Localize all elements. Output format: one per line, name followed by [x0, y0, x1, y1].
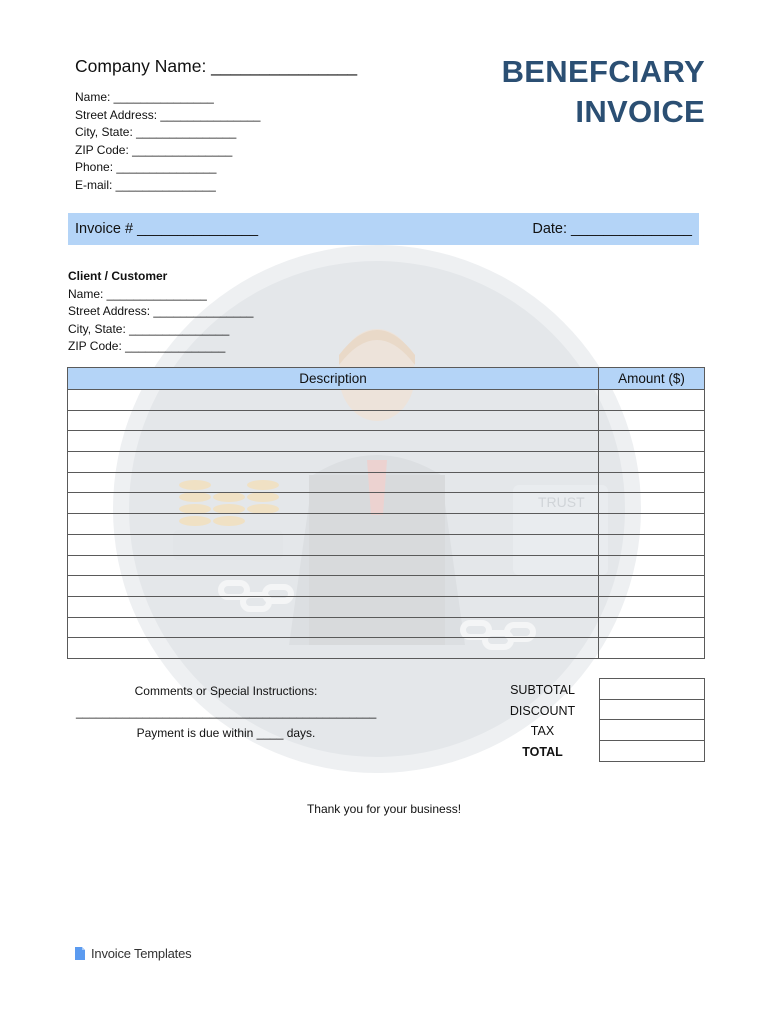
table-row: [68, 534, 705, 555]
comments-line: _____________________________________________: [76, 705, 377, 719]
title-line-1: BENEFCIARY: [501, 54, 705, 89]
amount-cell[interactable]: [599, 431, 705, 452]
description-cell[interactable]: [68, 638, 599, 659]
table-row: [68, 514, 705, 535]
title-line-2: INVOICE: [575, 94, 705, 129]
table-row: [68, 493, 705, 514]
thank-you-note: Thank you for your business!: [306, 802, 462, 816]
amount-cell[interactable]: [599, 472, 705, 493]
table-row: [68, 431, 705, 452]
description-cell[interactable]: [68, 493, 599, 514]
table-row: [68, 576, 705, 597]
client-city-state: City, State: _______________: [68, 321, 230, 336]
sender-zip: ZIP Code: _______________: [75, 142, 233, 157]
amount-cell[interactable]: [599, 493, 705, 514]
client-name: Name: _______________: [68, 286, 207, 301]
comments-section: [76, 681, 376, 744]
description-cell[interactable]: [68, 410, 599, 431]
table-row: [68, 410, 705, 431]
table-row: [68, 617, 705, 638]
amount-cell[interactable]: [599, 534, 705, 555]
description-header: Description: [68, 368, 599, 390]
amount-cell[interactable]: [599, 638, 705, 659]
sender-email: E-mail: _______________: [75, 177, 216, 192]
tax-label: TAX: [530, 724, 555, 739]
watermark-text: TRUST: [538, 494, 585, 510]
discount-value-cell[interactable]: [600, 699, 705, 720]
comments-title: Comments or Special Instructions:: [134, 684, 318, 698]
payment-terms: Payment is due within ____ days.: [136, 726, 316, 740]
total-value-cell[interactable]: [600, 741, 705, 762]
client-zip: ZIP Code: _______________: [68, 339, 226, 354]
table-row: [68, 555, 705, 576]
description-cell[interactable]: [68, 431, 599, 452]
amount-cell[interactable]: [599, 555, 705, 576]
totals-labels: [500, 680, 585, 763]
document-icon: [74, 946, 86, 961]
invoice-bar: [68, 213, 699, 245]
amount-cell[interactable]: [599, 390, 705, 411]
total-label: TOTAL: [522, 745, 563, 760]
client-street: Street Address: _______________: [68, 304, 254, 319]
invoice-date-field: Date: _______________: [532, 221, 692, 237]
amount-cell[interactable]: [599, 514, 705, 535]
discount-label: DISCOUNT: [509, 703, 576, 718]
sender-phone: Phone: _______________: [75, 160, 217, 174]
description-cell[interactable]: [68, 534, 599, 555]
subtotal-label: SUBTOTAL: [510, 683, 575, 697]
table-row: [68, 452, 705, 473]
tax-value-cell[interactable]: [600, 720, 705, 741]
sender-name: Name: _______________: [75, 90, 214, 104]
document-title: [502, 52, 705, 132]
totals-boxes: [599, 678, 705, 762]
description-cell[interactable]: [68, 555, 599, 576]
description-cell[interactable]: [68, 390, 599, 411]
table-row: [68, 390, 705, 411]
sender-info: [75, 89, 260, 194]
table-row: [68, 596, 705, 617]
description-cell[interactable]: [68, 617, 599, 638]
description-cell[interactable]: [68, 576, 599, 597]
sender-city-state: City, State: _______________: [75, 125, 237, 139]
table-row: [68, 472, 705, 493]
subtotal-value-cell[interactable]: [600, 679, 705, 700]
amount-cell[interactable]: [599, 596, 705, 617]
description-cell[interactable]: [68, 452, 599, 473]
amount-cell[interactable]: [599, 410, 705, 431]
sender-street: Street Address: _______________: [75, 107, 261, 122]
amount-cell[interactable]: [599, 452, 705, 473]
table-header-row: [68, 368, 705, 390]
table-row: [68, 638, 705, 659]
amount-header: Amount ($): [599, 368, 705, 390]
company-name-field: Company Name: _______________: [75, 56, 358, 76]
line-items-table: [67, 367, 705, 659]
client-block: [68, 268, 253, 356]
description-cell[interactable]: [68, 514, 599, 535]
brand-name: Invoice Templates: [91, 946, 192, 961]
description-cell[interactable]: [68, 472, 599, 493]
amount-cell[interactable]: [599, 576, 705, 597]
client-heading: Client / Customer: [68, 269, 168, 283]
amount-cell[interactable]: [599, 617, 705, 638]
brand-logo[interactable]: [74, 946, 191, 961]
description-cell[interactable]: [68, 596, 599, 617]
invoice-number-field: Invoice # _______________: [75, 221, 259, 237]
